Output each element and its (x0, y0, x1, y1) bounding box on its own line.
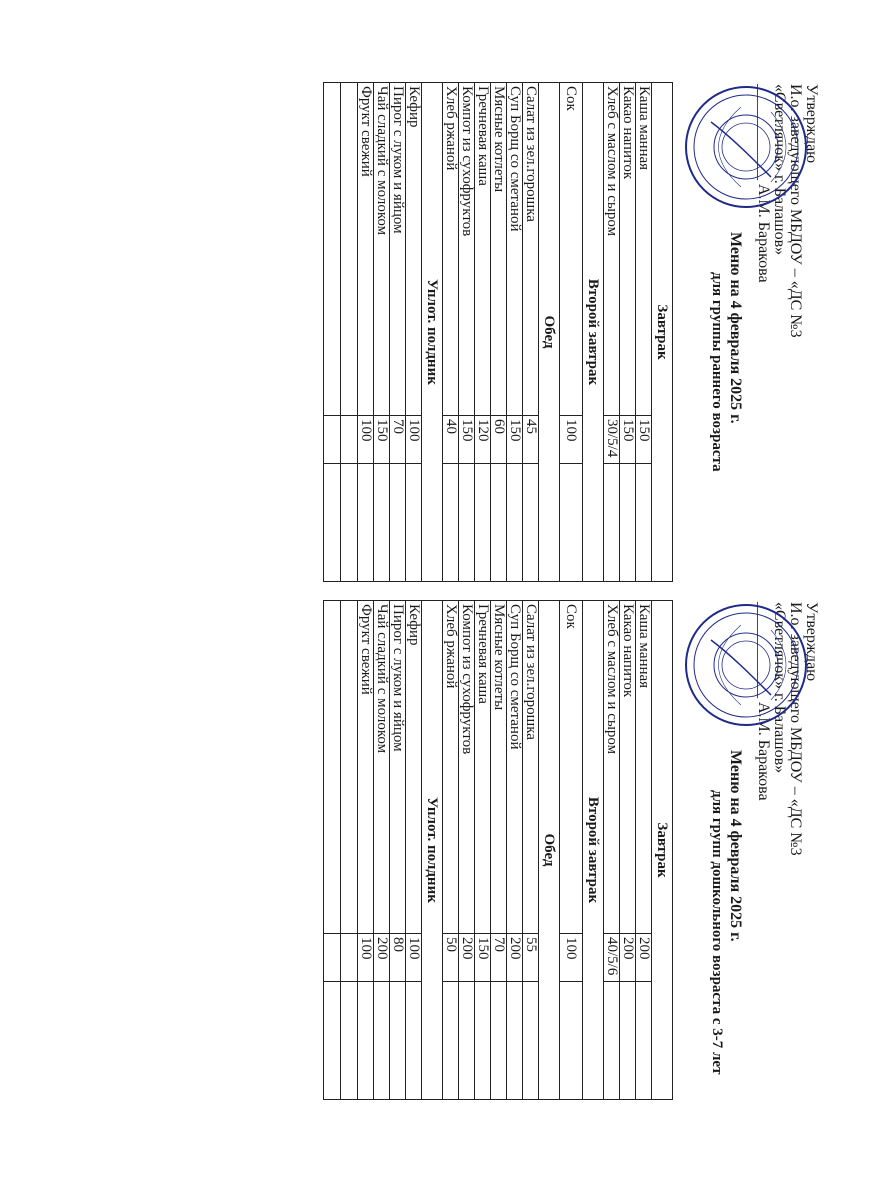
table-row (620, 83, 636, 582)
section-title: Завтрак (652, 601, 673, 1100)
table-row (560, 601, 583, 1100)
dish-amount: 70 (491, 934, 507, 982)
empty-cell (459, 463, 475, 581)
dish-name: Какао напиток (620, 83, 636, 416)
dish-name: Компот из сухофруктов (459, 601, 475, 934)
table-row (443, 601, 459, 1100)
empty-cell (523, 463, 539, 581)
approval-line-4: ____________ А.М. Баракова (755, 84, 772, 283)
empty-cell (475, 981, 491, 1099)
table-row (459, 83, 475, 582)
empty-cell (636, 981, 652, 1099)
empty-cell (406, 981, 422, 1099)
dish-amount: 200 (459, 934, 475, 982)
table-row (358, 83, 374, 582)
dish-amount: 100 (358, 934, 374, 982)
dish-amount: 200 (636, 934, 652, 982)
dish-amount: 150 (459, 416, 475, 464)
dish-amount: 70 (390, 416, 406, 464)
dish-amount: 30/5/4 (604, 416, 620, 464)
dish-amount: 50 (443, 934, 459, 982)
empty-cell (636, 463, 652, 581)
dish-amount: 100 (358, 416, 374, 464)
menu-table (323, 82, 673, 582)
dish-amount: 150 (475, 934, 491, 982)
table-row (406, 83, 422, 582)
table-row (358, 601, 374, 1100)
empty-cell (324, 601, 341, 934)
empty-cell (620, 981, 636, 1099)
table-row (443, 83, 459, 582)
section-header (422, 601, 443, 1100)
dish-amount: 120 (475, 416, 491, 464)
dish-amount: 100 (560, 934, 583, 982)
empty-cell (443, 463, 459, 581)
menu-table (323, 600, 673, 1100)
dish-name: Каша манная (636, 601, 652, 934)
dish-amount: 150 (620, 416, 636, 464)
dish-name: Пирог с луком и яйцом (390, 601, 406, 934)
approval-block (671, 600, 821, 1100)
dish-name: Сок (560, 601, 583, 934)
empty-cell (324, 83, 341, 416)
dish-name: Суп Борщ со сметаной (507, 601, 523, 934)
table-row (491, 83, 507, 582)
empty-cell (406, 463, 422, 581)
menu-subtitle: для группы раннего возраста (709, 272, 725, 472)
approval-line-1: Утверждаю (803, 84, 820, 164)
empty-cell (341, 934, 358, 982)
dish-name: Салат из зел.горошка (523, 601, 539, 934)
empty-cell (604, 463, 620, 581)
empty-cell (341, 416, 358, 464)
table-row (507, 83, 523, 582)
table-row (390, 83, 406, 582)
section-header (652, 83, 673, 582)
empty-cell (358, 463, 374, 581)
empty-cell (604, 981, 620, 1099)
empty-cell (507, 463, 523, 581)
section-header (652, 601, 673, 1100)
empty-cell (560, 463, 583, 581)
empty-cell (390, 463, 406, 581)
empty-cell (443, 981, 459, 1099)
blank-row (324, 601, 341, 1100)
menu-title: Меню на 4 февраля 2025 г. (727, 232, 744, 424)
table-row (636, 83, 652, 582)
empty-cell (374, 463, 390, 581)
table-row (475, 601, 491, 1100)
dish-name: Мясные котлеты (491, 601, 507, 934)
empty-cell (507, 981, 523, 1099)
dish-name: Кефир (406, 83, 422, 416)
official-seal-icon (681, 82, 811, 212)
dish-name: Салат из зел.горошка (523, 83, 539, 416)
table-row (390, 601, 406, 1100)
menu-subtitle: для групп дошкольного возраста с 3-7 лет (709, 790, 725, 1075)
section-header (583, 83, 604, 582)
empty-cell (560, 981, 583, 1099)
empty-cell (390, 981, 406, 1099)
blank-row (341, 601, 358, 1100)
dish-name: Какао напиток (620, 601, 636, 934)
empty-cell (341, 601, 358, 934)
approval-line-1: Утверждаю (803, 602, 820, 682)
section-title: Обед (539, 83, 560, 582)
dish-name: Хлеб с маслом и сыром (604, 83, 620, 416)
table-row (523, 601, 539, 1100)
dish-name: Хлеб ржаной (443, 83, 459, 416)
table-row (459, 601, 475, 1100)
dish-name: Пирог с луком и яйцом (390, 83, 406, 416)
empty-cell (620, 463, 636, 581)
table-row (475, 83, 491, 582)
approval-line-4: ____________ А.М. Баракова (755, 602, 772, 801)
empty-cell (324, 934, 341, 982)
empty-cell (341, 463, 358, 581)
section-header (583, 601, 604, 1100)
empty-cell (324, 981, 341, 1099)
menu-preschool-age (358, 600, 821, 1100)
blank-row (341, 83, 358, 582)
table-row (491, 601, 507, 1100)
table-row (604, 601, 620, 1100)
approval-line-3: «Светлячок» г. Балашов» (771, 84, 788, 256)
menu-early-age (358, 82, 821, 582)
empty-cell (324, 416, 341, 464)
dish-amount: 45 (523, 416, 539, 464)
dish-name: Гречневая каша (475, 83, 491, 416)
section-header (539, 83, 560, 582)
table-row (507, 601, 523, 1100)
dish-amount: 200 (374, 934, 390, 982)
dish-name: Фрукт свежий (358, 601, 374, 934)
approval-line-2: И.о. заведующего МБДОУ – «ДС №3 (787, 84, 804, 338)
dish-amount: 100 (406, 416, 422, 464)
dish-amount: 150 (507, 416, 523, 464)
empty-cell (459, 981, 475, 1099)
section-title: Обед (539, 601, 560, 1100)
empty-cell (491, 981, 507, 1099)
empty-cell (475, 463, 491, 581)
approval-line-2: И.о. заведующего МБДОУ – «ДС №3 (787, 602, 804, 856)
table-row (620, 601, 636, 1100)
section-title: Уплот. полдник (422, 601, 443, 1100)
approval-line-3: «Светлячок» г. Балашов» (771, 602, 788, 774)
dish-amount: 150 (374, 416, 390, 464)
empty-cell (341, 981, 358, 1099)
section-title: Завтрак (652, 83, 673, 582)
dish-name: Компот из сухофруктов (459, 83, 475, 416)
dish-name: Кефир (406, 601, 422, 934)
empty-cell (374, 981, 390, 1099)
dish-name: Хлеб ржаной (443, 601, 459, 934)
dish-name: Каша манная (636, 83, 652, 416)
section-header (422, 83, 443, 582)
dish-name: Гречневая каша (475, 601, 491, 934)
menu-title: Меню на 4 февраля 2025 г. (727, 750, 744, 942)
table-row (406, 601, 422, 1100)
dish-name: Чай сладкий с молоком (374, 601, 390, 934)
table-row (523, 83, 539, 582)
dish-amount: 100 (406, 934, 422, 982)
dish-amount: 100 (560, 416, 583, 464)
dish-amount: 200 (507, 934, 523, 982)
empty-cell (324, 463, 341, 581)
approval-block (671, 82, 821, 582)
dish-name: Мясные котлеты (491, 83, 507, 416)
empty-cell (523, 981, 539, 1099)
dish-amount: 150 (636, 416, 652, 464)
blank-row (324, 83, 341, 582)
dish-amount: 60 (491, 416, 507, 464)
table-row (374, 83, 390, 582)
dish-amount: 200 (620, 934, 636, 982)
section-title: Второй завтрак (583, 83, 604, 582)
dish-name: Хлеб с маслом и сыром (604, 601, 620, 934)
dish-name: Фрукт свежий (358, 83, 374, 416)
empty-cell (491, 463, 507, 581)
section-header (539, 601, 560, 1100)
table-row (604, 83, 620, 582)
table-row (374, 601, 390, 1100)
section-title: Уплот. полдник (422, 83, 443, 582)
official-seal-icon (681, 600, 811, 730)
empty-cell (341, 83, 358, 416)
dish-amount: 55 (523, 934, 539, 982)
dish-amount: 40/5/6 (604, 934, 620, 982)
dish-amount: 80 (390, 934, 406, 982)
table-row (636, 601, 652, 1100)
dish-name: Сок (560, 83, 583, 416)
dish-amount: 40 (443, 416, 459, 464)
section-title: Второй завтрак (583, 601, 604, 1100)
dish-name: Суп Борщ со сметаной (507, 83, 523, 416)
empty-cell (358, 981, 374, 1099)
table-row (560, 83, 583, 582)
dish-name: Чай сладкий с молоком (374, 83, 390, 416)
